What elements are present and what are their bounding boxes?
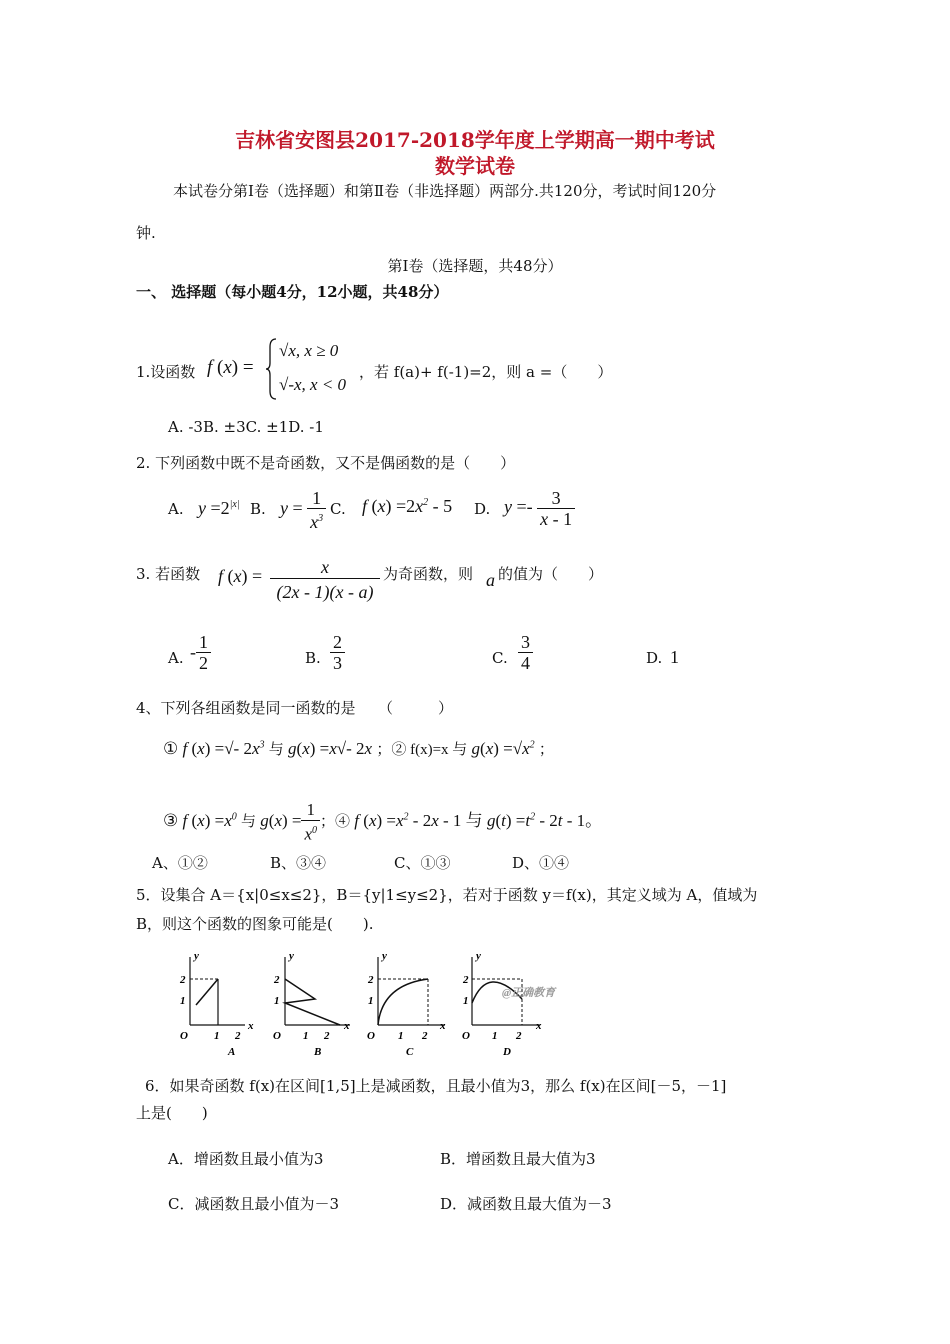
q3-c-den: 4 [521,653,530,673]
q3-a-den: 2 [199,653,208,673]
svg-text:2: 2 [324,1030,330,1042]
svg-text:y: y [194,950,199,962]
q2-option-c-formula: f $(x) =2x^2 - 5$ [362,496,453,516]
q2-stem: 2. 下列函数中既不是奇函数，又不是偶函数的是（ ） [136,454,516,472]
svg-text:1: 1 [463,995,469,1007]
q3-c-num: 3 [518,632,533,653]
q6-option-c: C．减函数且最小值为－3 [168,1195,340,1213]
svg-text:2: 2 [422,1030,428,1042]
svg-text:y: y [382,950,387,962]
svg-text:2: 2 [463,974,469,986]
q4-pair-3: ③ f $(x) =x^0$ 与 g(x) = $\frac{1}{x^0}$ ；④ f $(x) =x^2 - 2x - 1$ 与 $g(t) =t^2 - 2t - 1$。 [163,800,603,844]
q5-graphs [170,945,570,1060]
graph-c [367,950,446,1058]
q5-line-2: B，则这个函数的图象可能是( ). [136,915,374,933]
graph-b [273,950,350,1058]
q2-option-a-label: A. [168,500,184,518]
q4-pair-1: ① f (x) =√- $2x^3$ 与 g(x) =x√- 2x ；② f(x)=x 与 $g(x) =√x^2$ ； [163,739,554,758]
q3-numerator: x [270,556,380,579]
intro-line-1: 本试卷分第Ⅰ卷（选择题）和第Ⅱ卷（非选择题）两部分.共120分，考试时间120分 [173,182,717,200]
q1-options: A. -3B. ±3C. ±1D. -1 [168,418,324,436]
q4-option-d: D、①④ [512,854,570,872]
graph-d [462,950,542,1058]
q4-option-a: A、①② [152,854,208,872]
intro-line-2: 钟. [136,224,156,242]
q1-condition: ，若 f(a)+ f(-1)=2，则 a =（ ） [359,363,613,381]
q3-b-num: 2 [330,632,345,653]
q2-option-b-formula: y = $\frac{1}{x^3}$ [280,488,326,532]
svg-text:2: 2 [274,974,280,986]
svg-text:1: 1 [274,995,280,1007]
svg-text:1: 1 [368,995,374,1007]
q3-option-c-label: C. [492,649,508,667]
svg-text:1: 1 [492,1030,498,1042]
svg-text:x: x [344,1020,350,1032]
graph-label-c: C [406,1046,414,1058]
q3-prefix: 3. 若函数 [136,565,201,583]
q4-option-c: C、①③ [394,854,451,872]
svg-text:O: O [180,1030,188,1042]
q5-line-1: 5．设集合 A＝{x|0≤x≤2}，B＝{y|1≤y≤2}，若对于函数 y＝f(x)，其定义域为 A，值域为 [136,886,758,904]
q1-case-2: √-x, x < 0 [279,375,347,394]
q2-option-c-label: C. [330,500,346,518]
q3-option-b-value [330,632,345,673]
q1-case-1: √x, x ≥ 0 [279,341,339,360]
exam-title: 吉林省安图县2017-2018学年度上学期高一期中考试 [235,128,715,152]
svg-text:2: 2 [516,1030,522,1042]
graph-label-b: B [314,1046,322,1058]
q3-option-c-value [518,632,533,673]
svg-text:x: x [440,1020,446,1032]
q3-option-a-label: A. [168,649,184,667]
svg-text:1: 1 [398,1030,404,1042]
svg-text:1: 1 [214,1030,220,1042]
q1-prefix: 1.设函数 [136,363,196,381]
q2-option-d-label: D. [474,500,491,518]
q3-option-b-label: B. [305,649,321,667]
q6-option-b: B．增函数且最大值为3 [440,1150,596,1168]
q3-b-den: 3 [333,653,342,673]
q3-option-d-value: 1 [670,647,679,667]
q2-option-d-formula: y =- $\frac{3}{x - 1}$ [504,488,575,529]
q2-option-a-formula: $y =2^{|x|}$ [198,498,240,518]
svg-text:x: x [248,1020,254,1032]
svg-text:2: 2 [235,1030,241,1042]
q6-line-2: 上是( ) [136,1104,208,1122]
q6-option-a: A．增函数且最小值为3 [168,1150,324,1168]
q3-suffix-b: 的值为（ ） [498,565,604,583]
section-heading: 一、 选择题（每小题4分，12小题，共48分） [136,283,449,301]
watermark: @正确教育 [502,987,556,999]
q6-option-d: D．减函数且最大值为－3 [440,1195,612,1213]
q1-fx: f (x) = [207,357,254,378]
exam-subtitle: 数学试卷 [435,154,515,178]
svg-text:2: 2 [180,974,186,986]
q3-fx: f (x) = [218,566,263,586]
graph-label-a: A [228,1046,236,1058]
svg-text:O: O [273,1030,281,1042]
graph-label-d: D [503,1046,511,1058]
graph-a [179,950,254,1058]
svg-text:2: 2 [368,974,374,986]
q3-a-num: 1 [196,632,211,653]
q3-option-a-value: - $\frac{1}{2}$ [190,632,211,673]
svg-text:x: x [536,1020,542,1032]
q3-denominator: (2x - 1)(x - a) [276,582,374,602]
svg-text:O: O [367,1030,375,1042]
q6-line-1: 6．如果奇函数 f(x)在区间[1,5]上是减函数，且最小值为3，那么 f(x)在区间[－5，－1] [145,1077,727,1095]
q3-fraction [270,556,380,605]
svg-text:O: O [462,1030,470,1042]
q3-suffix-a: 为奇函数，则 [383,565,474,583]
q4-option-b: B、③④ [270,854,327,872]
q4-stem: 4、下列各组函数是同一函数的是 （ ） [136,699,454,717]
svg-text:1: 1 [180,995,186,1007]
svg-text:1: 1 [303,1030,309,1042]
svg-text:y: y [289,950,294,962]
q3-var-a: a [486,570,495,590]
q1-brace [264,337,278,401]
q2-option-b-label: B. [250,500,266,518]
q3-option-d-label: D. [646,649,663,667]
svg-text:y: y [476,950,481,962]
part1-heading: 第Ⅰ卷（选择题，共48分） [387,257,563,275]
